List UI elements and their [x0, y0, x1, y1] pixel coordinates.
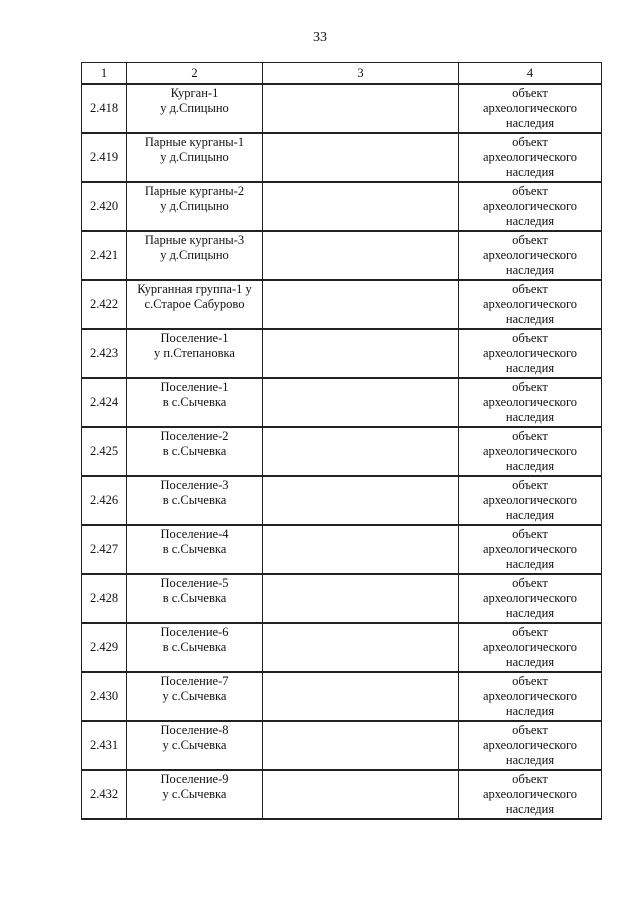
- column-3-cell: [263, 329, 459, 378]
- category-line: археологического: [482, 787, 578, 801]
- object-name-cell: [127, 427, 263, 476]
- column-3-cell: [263, 525, 459, 574]
- column-3-cell: [263, 231, 459, 280]
- table-row: [82, 623, 602, 672]
- column-header-1: 1: [82, 63, 127, 85]
- category-line: археологического: [482, 248, 578, 262]
- category-line: наследия: [505, 753, 555, 767]
- category-line: наследия: [505, 165, 555, 179]
- row-number-cell: 2.421: [82, 231, 127, 280]
- column-3-cell: [263, 672, 459, 721]
- object-name-cell: [127, 574, 263, 623]
- category-cell: [459, 84, 602, 133]
- category-line: наследия: [505, 459, 555, 473]
- table-row: [82, 672, 602, 721]
- category-line: наследия: [505, 116, 555, 130]
- row-number-cell: 2.420: [82, 182, 127, 231]
- category-line: объект: [512, 772, 548, 786]
- column-3-cell: [263, 427, 459, 476]
- category-line: наследия: [505, 802, 555, 816]
- object-name-line: Поселение-2: [160, 429, 229, 443]
- category-line: наследия: [505, 704, 555, 718]
- category-cell: [459, 525, 602, 574]
- category-line: объект: [512, 135, 548, 149]
- row-number-cell: 2.432: [82, 770, 127, 819]
- object-name-line: у д.Спицыно: [160, 150, 229, 164]
- column-3-cell: [263, 133, 459, 182]
- object-name-line: Поселение-6: [160, 625, 229, 639]
- category-cell: [459, 623, 602, 672]
- object-name-line: Парные курганы-2: [144, 184, 245, 198]
- row-number-cell: 2.424: [82, 378, 127, 427]
- table-row: [82, 574, 602, 623]
- category-line: археологического: [482, 395, 578, 409]
- category-cell: [459, 133, 602, 182]
- category-line: археологического: [482, 493, 578, 507]
- object-name-line: Парные курганы-1: [144, 135, 245, 149]
- column-3-cell: [263, 623, 459, 672]
- object-name-line: у д.Спицыно: [160, 199, 229, 213]
- category-cell: [459, 231, 602, 280]
- category-line: наследия: [505, 655, 555, 669]
- column-header-3: 3: [263, 63, 459, 85]
- category-line: археологического: [482, 150, 578, 164]
- category-cell: [459, 378, 602, 427]
- column-3-cell: [263, 574, 459, 623]
- table-row: [82, 133, 602, 182]
- table-row: [82, 770, 602, 819]
- category-cell: [459, 476, 602, 525]
- table-row: [82, 427, 602, 476]
- category-cell: [459, 721, 602, 770]
- object-name-cell: [127, 231, 263, 280]
- object-name-line: в с.Сычевка: [162, 591, 227, 605]
- category-line: объект: [512, 429, 548, 443]
- object-name-line: в с.Сычевка: [162, 640, 227, 654]
- category-line: объект: [512, 723, 548, 737]
- row-number-cell: 2.425: [82, 427, 127, 476]
- category-line: археологического: [482, 101, 578, 115]
- category-line: объект: [512, 527, 548, 541]
- object-name-line: Курганная группа-1 у: [137, 282, 252, 296]
- row-number-cell: 2.422: [82, 280, 127, 329]
- object-name-cell: [127, 672, 263, 721]
- object-name-line: Поселение-1: [160, 331, 229, 345]
- row-number-cell: 2.426: [82, 476, 127, 525]
- object-name-line: Поселение-4: [160, 527, 229, 541]
- object-name-line: у с.Сычевка: [162, 738, 227, 752]
- object-name-line: Поселение-7: [160, 674, 229, 688]
- row-number-cell: 2.418: [82, 84, 127, 133]
- object-name-line: Поселение-1: [160, 380, 229, 394]
- column-3-cell: [263, 182, 459, 231]
- object-name-cell: [127, 133, 263, 182]
- category-cell: [459, 574, 602, 623]
- category-line: объект: [512, 674, 548, 688]
- object-name-line: у д.Спицыно: [160, 101, 229, 115]
- object-name-cell: [127, 623, 263, 672]
- category-line: археологического: [482, 738, 578, 752]
- object-name-line: в с.Сычевка: [162, 444, 227, 458]
- category-line: археологического: [482, 444, 578, 458]
- category-line: наследия: [505, 557, 555, 571]
- category-line: наследия: [505, 410, 555, 424]
- category-cell: [459, 329, 602, 378]
- category-line: объект: [512, 478, 548, 492]
- category-line: объект: [512, 282, 548, 296]
- object-name-cell: [127, 378, 263, 427]
- column-3-cell: [263, 280, 459, 329]
- table-row: [82, 231, 602, 280]
- category-line: наследия: [505, 263, 555, 277]
- category-line: наследия: [505, 606, 555, 620]
- table-body: [82, 84, 602, 819]
- row-number-cell: 2.428: [82, 574, 127, 623]
- object-name-cell: [127, 525, 263, 574]
- category-line: объект: [512, 184, 548, 198]
- category-line: наследия: [505, 508, 555, 522]
- table-row: [82, 378, 602, 427]
- category-line: объект: [512, 331, 548, 345]
- object-name-line: у с.Сычевка: [162, 689, 227, 703]
- category-line: объект: [512, 576, 548, 590]
- table-row: [82, 280, 602, 329]
- object-name-line: у с.Сычевка: [162, 787, 227, 801]
- object-name-line: в с.Сычевка: [162, 493, 227, 507]
- row-number-cell: 2.431: [82, 721, 127, 770]
- category-line: археологического: [482, 591, 578, 605]
- column-3-cell: [263, 476, 459, 525]
- table-row: [82, 84, 602, 133]
- category-cell: [459, 280, 602, 329]
- object-name-cell: [127, 721, 263, 770]
- category-line: археологического: [482, 346, 578, 360]
- heritage-objects-table: [81, 62, 602, 820]
- object-name-line: Парные курганы-3: [144, 233, 245, 247]
- row-number-cell: 2.423: [82, 329, 127, 378]
- category-line: археологического: [482, 640, 578, 654]
- category-line: археологического: [482, 689, 578, 703]
- row-number-cell: 2.419: [82, 133, 127, 182]
- row-number-cell: 2.427: [82, 525, 127, 574]
- column-header-4: 4: [459, 63, 602, 85]
- table-row: [82, 721, 602, 770]
- object-name-line: у д.Спицыно: [160, 248, 229, 262]
- category-line: наследия: [505, 361, 555, 375]
- object-name-cell: [127, 280, 263, 329]
- column-3-cell: [263, 770, 459, 819]
- object-name-line: в с.Сычевка: [162, 395, 227, 409]
- table-row: [82, 476, 602, 525]
- object-name-cell: [127, 770, 263, 819]
- category-cell: [459, 672, 602, 721]
- object-name-line: в с.Сычевка: [162, 542, 227, 556]
- category-line: объект: [512, 86, 548, 100]
- page-number: 33: [313, 30, 327, 45]
- table-header-row: [82, 63, 602, 85]
- object-name-line: Поселение-9: [160, 772, 229, 786]
- category-line: археологического: [482, 199, 578, 213]
- column-header-2: 2: [127, 63, 263, 85]
- column-3-cell: [263, 378, 459, 427]
- category-cell: [459, 427, 602, 476]
- category-line: объект: [512, 625, 548, 639]
- object-name-cell: [127, 182, 263, 231]
- table-row: [82, 525, 602, 574]
- table-row: [82, 182, 602, 231]
- table-row: [82, 329, 602, 378]
- category-line: объект: [512, 380, 548, 394]
- row-number-cell: 2.430: [82, 672, 127, 721]
- category-line: наследия: [505, 312, 555, 326]
- object-name-cell: [127, 329, 263, 378]
- object-name-line: Поселение-5: [160, 576, 229, 590]
- column-3-cell: [263, 84, 459, 133]
- object-name-line: Курган-1: [170, 86, 219, 100]
- object-name-line: Поселение-3: [160, 478, 229, 492]
- category-cell: [459, 770, 602, 819]
- object-name-line: с.Старое Сабурово: [144, 297, 245, 311]
- row-number-cell: 2.429: [82, 623, 127, 672]
- category-line: археологического: [482, 542, 578, 556]
- object-name-line: Поселение-8: [160, 723, 229, 737]
- category-line: наследия: [505, 214, 555, 228]
- category-line: археологического: [482, 297, 578, 311]
- object-name-cell: [127, 84, 263, 133]
- category-cell: [459, 182, 602, 231]
- category-line: объект: [512, 233, 548, 247]
- column-3-cell: [263, 721, 459, 770]
- object-name-cell: [127, 476, 263, 525]
- object-name-line: у п.Степановка: [154, 346, 235, 360]
